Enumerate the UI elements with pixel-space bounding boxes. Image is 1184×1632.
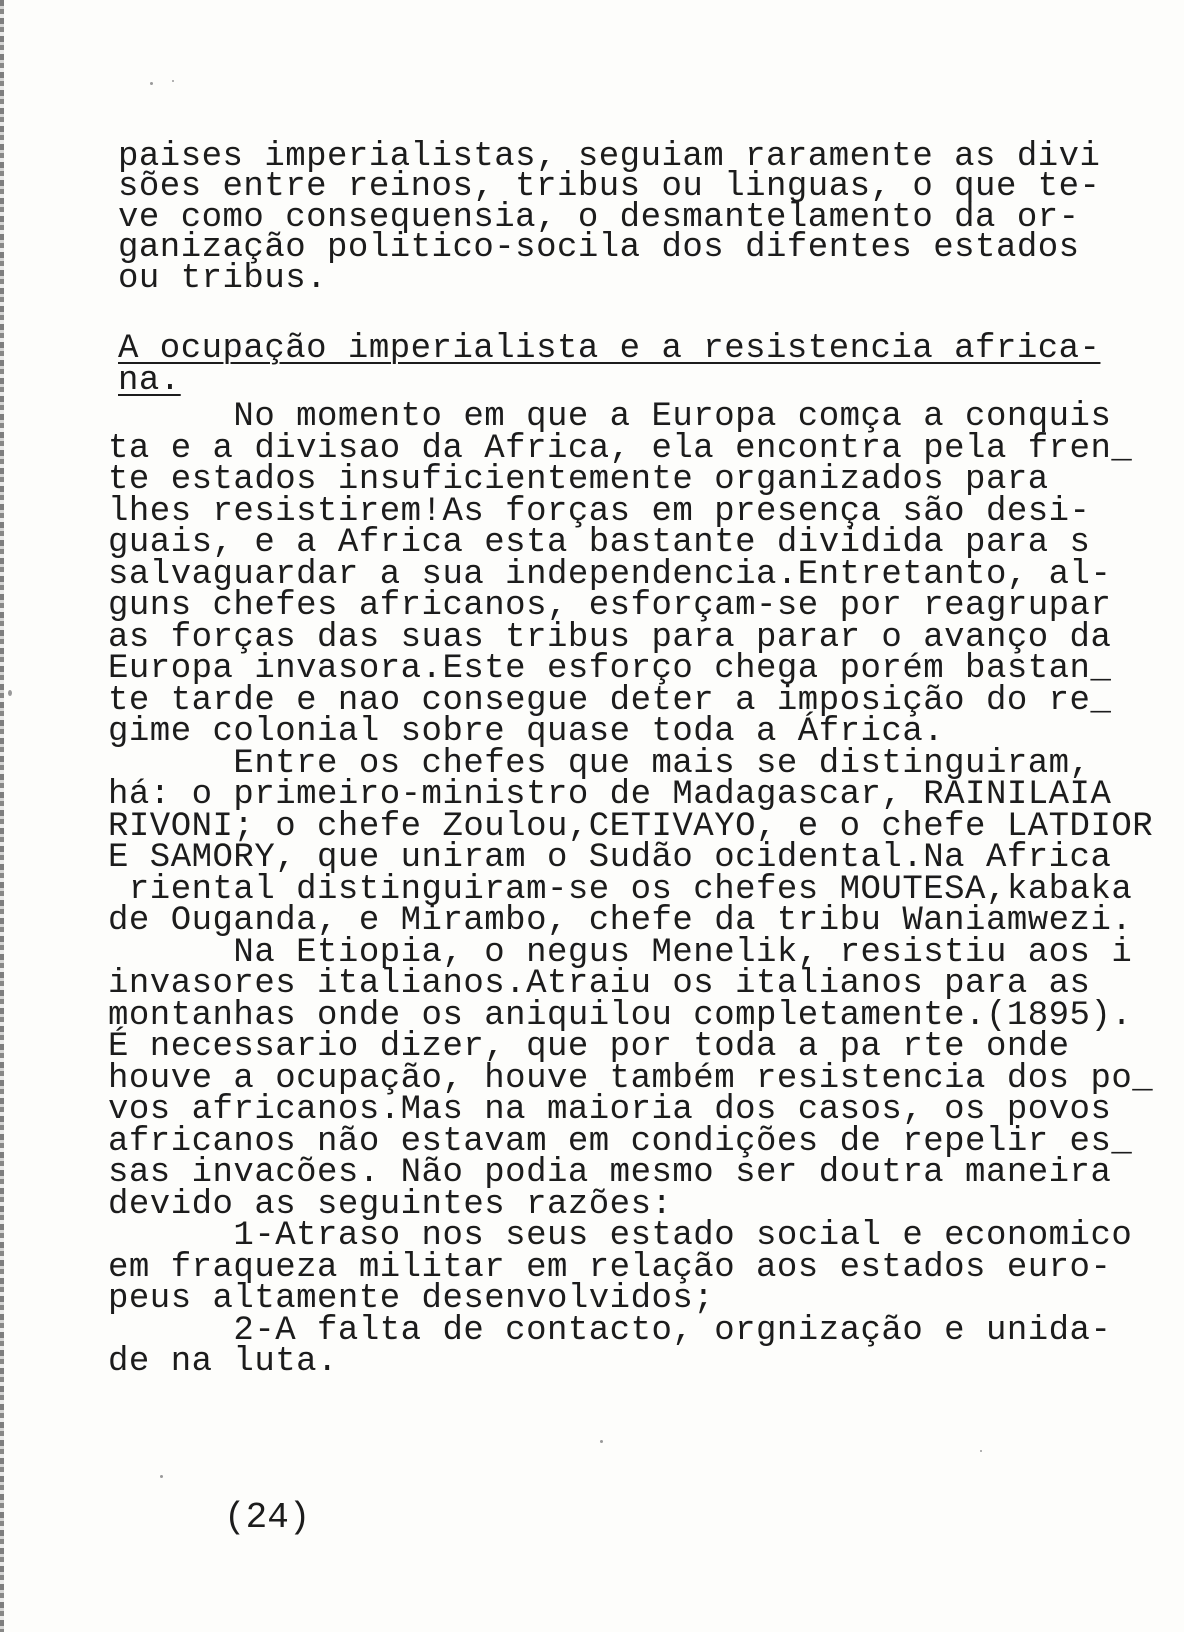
body-line-17: de Ouganda, e Mirambo, chefe da tribu Waniamwezi. [108, 902, 1133, 940]
page-number: (24) [224, 1497, 311, 1538]
body-line-18: Na Etiopia, o negus Menelik, resistiu aos i [108, 934, 1133, 972]
scan-speck [150, 82, 153, 85]
body-line-15: E SAMORY, que uniram o Sudão ocidental.Na Africa [108, 839, 1112, 877]
body-line-4: lhes resistirem!As forças em presença são desi- [108, 493, 1091, 531]
body-line-28: em fraqueza militar em relação aos estados euro- [108, 1249, 1112, 1287]
body-line-8: as forças das suas tribus para parar o avanço da [108, 619, 1112, 657]
body-line-1: No momento em que a Europa comça a conquis [108, 398, 1112, 436]
section-heading-line-1: A ocupação imperialista e a resistencia africa- [118, 330, 1101, 368]
body-line-14: RIVONI; o chefe Zoulou,CETIVAYO, e o chefe LATDIOR [108, 808, 1154, 846]
body-line-23: vos africanos.Mas na maioria dos casos, os povos [108, 1091, 1112, 1129]
intro-line-4: ganização politico-socila dos difentes estados [118, 229, 1080, 267]
body-line-16: riental distinguiram-se os chefes MOUTESA,kabaka [108, 871, 1133, 909]
scan-speck [600, 1440, 603, 1443]
body-line-27: 1-Atraso nos seus estado social e economico [108, 1217, 1133, 1255]
body-line-24: africanos não estavam em condições de repelir es_ [108, 1123, 1133, 1161]
body-line-5: guais, e a Africa esta bastante dividida para s [108, 524, 1091, 562]
intro-line-3: ve como consequensia, o desmantelamento da or- [118, 199, 1080, 237]
body-line-9: Europa invasora.Este esforço chega porém bastan_ [108, 650, 1112, 688]
body-line-13: há: o primeiro-ministro de Madagascar, RAINILAIA [108, 776, 1112, 814]
body-line-31: de na luta. [108, 1343, 338, 1381]
body-line-19: invasores italianos.Atraiu os italianos para as [108, 965, 1091, 1003]
body-line-6: salvaguardar a sua independencia.Entretanto, al- [108, 556, 1112, 594]
body-line-22: houve a ocupação, houve também resistencia dos po_ [108, 1060, 1154, 1098]
intro-line-1: paises imperialistas, seguiam raramente as divi [118, 138, 1101, 176]
body-line-12: Entre os chefes que mais se distinguiram, [108, 745, 1091, 783]
scan-speck [160, 1475, 163, 1478]
body-line-11: gime colonial sobre quase toda a África. [108, 713, 945, 751]
scan-speck [172, 80, 174, 82]
scan-speck [8, 690, 12, 696]
intro-line-2: sões entre reinos, tribus ou linguas, o que te- [118, 168, 1101, 206]
intro-line-5: ou tribus. [118, 260, 328, 298]
body-line-29: peus altamente desenvolvidos; [108, 1280, 715, 1318]
body-line-3: te estados insuficientemente organizados para [108, 461, 1049, 499]
body-line-21: É necessario dizer, que por toda a pa rte onde [108, 1028, 1070, 1066]
body-line-2: ta e a divisao da Africa, ela encontra pela fren_ [108, 430, 1133, 468]
scan-speck [980, 1450, 982, 1452]
body-line-20: montanhas onde os aniquilou completamente.(1895). [108, 997, 1133, 1035]
body-line-7: guns chefes africanos, esforçam-se por reagrupar [108, 587, 1112, 625]
body-line-25: sas invacões. Não podia mesmo ser doutra maneira [108, 1154, 1112, 1192]
body-line-10: te tarde e nao consegue deter a imposição do re_ [108, 682, 1112, 720]
section-heading-line-2: na. [118, 362, 181, 400]
body-line-26: devido as seguintes razões: [108, 1186, 673, 1224]
body-line-30: 2-A falta de contacto, orgnização e unida- [108, 1312, 1112, 1350]
page-binding-edge [0, 0, 4, 1632]
